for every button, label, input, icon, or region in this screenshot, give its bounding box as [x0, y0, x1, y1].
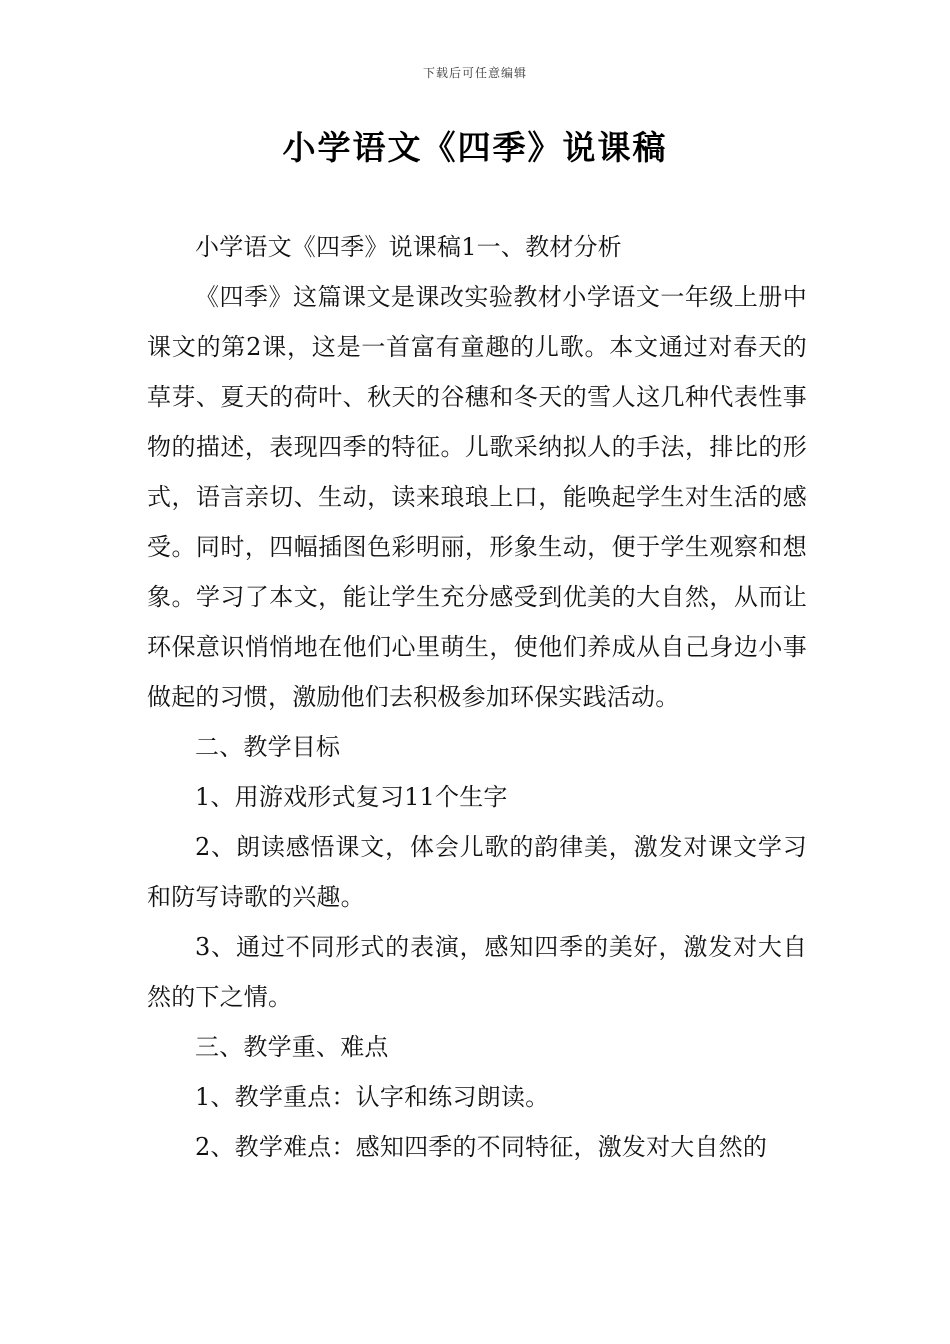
document-title: 小学语文《四季》说课稿	[282, 128, 668, 167]
page-header-note: 下载后可任意编辑	[422, 66, 527, 80]
paragraph-difficult-point: 2、教学难点：感知四季的不同特征，激发对大自然的	[195, 1133, 768, 1161]
paragraph-section-3-heading: 三、教学重、难点	[195, 1033, 389, 1061]
paragraph-key-point: 1、教学重点：认字和练习朗读。	[195, 1083, 550, 1111]
paragraph-section-2-heading: 二、教学目标	[195, 733, 341, 761]
document-body	[147, 222, 807, 1172]
paragraph-material-analysis: 《四季》这篇课文是课改实验教材小学语文一年级上册中课文的第2课，这是一首富有童趣的儿歌。本文通过对春天的草芽、夏天的荷叶、秋天的谷穗和冬天的雪人这几种代表性事物的描述，表现四季的特征。儿歌采纳拟人的手法，排比的形式，语言亲切、生动，读来琅琅上口，能唤起学生对生活的感受。同时，四幅插图色彩明丽，形象生动，便于学生观察和想象。学习了本文，能让学生充分感受到优美的大自然，从而让环保意识悄悄地在他们心里萌生，使他们养成从自己身边小事做起的习惯，激励他们去积极参加环保实践活动。	[147, 283, 807, 711]
paragraph-goal-2: 2、朗读感悟课文，体会儿歌的韵律美，激发对课文学习和防写诗歌的兴趣。	[147, 833, 807, 911]
paragraph-goal-3: 3、通过不同形式的表演，感知四季的美好，激发对大自然的下之情。	[147, 933, 807, 1011]
paragraph-intro-section-1: 小学语文《四季》说课稿1一、教材分析	[195, 233, 622, 261]
paragraph-goal-1: 1、用游戏形式复习11个生字	[195, 783, 508, 811]
